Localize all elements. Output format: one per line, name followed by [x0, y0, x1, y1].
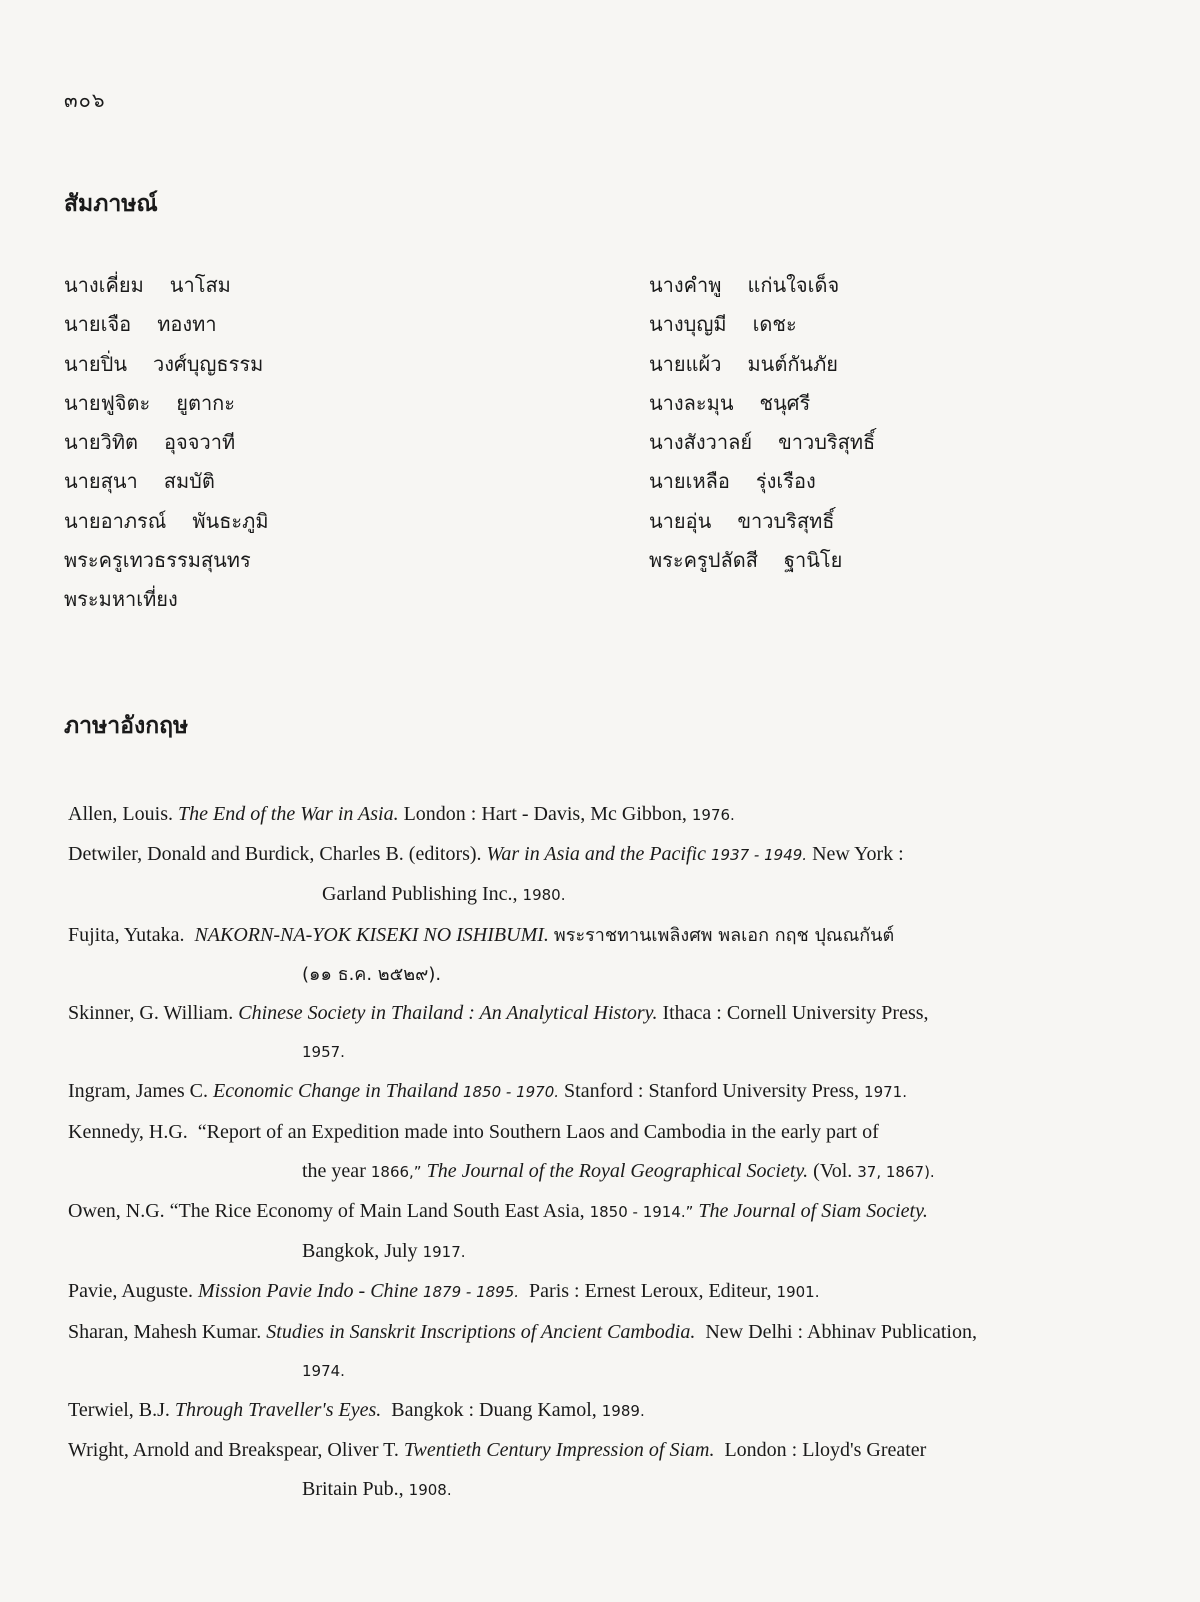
reference-entry: Sharan, Mahesh Kumar. Studies in Sanskrit Inscriptions of Ancient Cambodia. New Delhi : Abhinav Publication, 1974. [68, 1320, 977, 1380]
interview-column-left [64, 266, 269, 620]
interview-column-right [649, 266, 875, 580]
reference-entry: Allen, Louis. The End of the War in Asia. London : Hart - Davis, Mc Gibbon, 1976. [68, 803, 735, 825]
reference-entry: Owen, N.G. “The Rice Economy of Main Land South East Asia, 1850 - 1914.” The Journal of Siam Society. Bangkok, July 1917. [68, 1200, 928, 1263]
interviewee: นายแผ้ว มนต์กันภัย [649, 351, 838, 376]
interviews-heading: สัมภาษณ์ [64, 191, 158, 217]
reference-entry: Kennedy, H.G. “Report of an Expedition made into Southern Laos and Cambodia in the early part of the year 1866,” The Journal of the Royal Geographical Society. (Vol. 37, 1867). [68, 1120, 935, 1182]
interviewee: นายวิทิต อุจจวาที [64, 430, 236, 455]
reference-entry: Wright, Arnold and Breakspear, Oliver T. Twentieth Century Impression of Siam. London : Lloyd's Greater Britain Pub., 1908. [68, 1439, 927, 1501]
interviewee: พระครูปลัดสี ฐานิโย [649, 548, 843, 573]
interviewee: นายอุ่น ขาวบริสุทธิ์ [649, 508, 835, 533]
reference-entry: Pavie, Auguste. Mission Pavie Indo - Chine 1879 - 1895. Paris : Ernest Leroux, Editeur, 1901. [68, 1280, 820, 1303]
interviewee: นางคำพู แก่นใจเด็จ [649, 273, 840, 297]
interviewee: นายปิ่น วงศ์บุญธรรม [64, 351, 264, 376]
interviewee: นายอาภรณ์ พันธะภูมิ [64, 508, 269, 533]
page-number: ๓๐๖ [64, 88, 106, 112]
interviewee: พระครูเทวธรรมสุนทร [64, 548, 251, 573]
reference-entry: Fujita, Yutaka. NAKORN-NA-YOK KISEKI NO ISHIBUMI. พระราชทานเพลิงศพ พลเอก กฤช ปุณณกันต์ (๑๑ ธ.ค. ๒๕๒๙). [68, 923, 895, 985]
interviewee: นางเคี่ยม นาโสม [64, 273, 231, 297]
reference-entry: Terwiel, B.J. Through Traveller's Eyes. Bangkok : Duang Kamol, 1989. [68, 1399, 645, 1422]
english-references [68, 795, 1158, 1511]
reference-entry: Detwiler, Donald and Burdick, Charles B. (editors). War in Asia and the Pacific 1937 - 1949. New York : Garland Publishing Inc., 1980. [68, 843, 904, 906]
interviewee: นางละมุน ชนุศรี [649, 390, 811, 415]
reference-entry: Skinner, G. William. Chinese Society in Thailand : An Analytical History. Ithaca : Cornell University Press, 1957. [68, 1002, 929, 1062]
interviewee: นางสังวาลย์ ขาวบริสุทธิ์ [649, 430, 876, 455]
interviewee: นายฟูจิตะ ยูตากะ [64, 390, 236, 415]
interviewee: นางบุญมี เดชะ [649, 312, 797, 337]
reference-entry: Ingram, James C. Economic Change in Thailand 1850 - 1970. Stanford : Stanford University Press, 1971. [68, 1080, 907, 1103]
interviewee: พระมหาเที่ยง [64, 587, 178, 612]
interviewee: นายสุนา สมบัติ [64, 469, 215, 494]
interviewee: นายเหลือ รุ่งเรือง [649, 469, 816, 494]
english-heading: ภาษาอังกฤษ [64, 713, 189, 739]
interviewee: นายเจือ ทองทา [64, 312, 217, 337]
